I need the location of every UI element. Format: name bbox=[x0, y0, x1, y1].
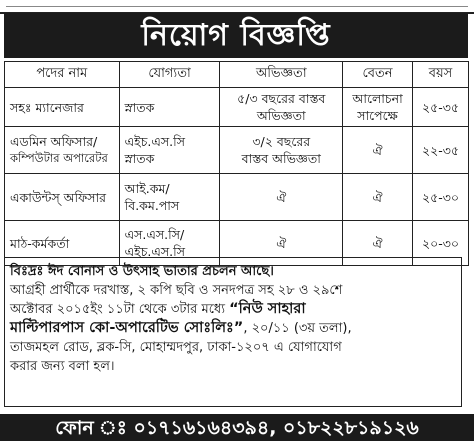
cell-salary bbox=[343, 127, 413, 174]
cell-age: ২৫-৩৫ bbox=[413, 88, 469, 127]
cell-line: একাউন্টস্ অফিসার bbox=[10, 189, 106, 205]
cell-line: ঐ bbox=[276, 189, 287, 205]
cell-line: এডমিন অফিসার/ bbox=[10, 134, 98, 149]
cell-salary bbox=[343, 88, 413, 127]
cell-line: সহঃ ম্যানেজার bbox=[10, 99, 84, 115]
cell-line: ঐ bbox=[276, 235, 287, 251]
table-header-row bbox=[5, 62, 469, 88]
special-note: বিঃদ্রঃ ঈদ বোনাস ও উৎসাহ ভাতার প্রচলন আছে। bbox=[10, 264, 274, 279]
cell-line: বাস্তব অভিজ্ঞতা bbox=[241, 151, 321, 166]
page-title: নিয়োগ বিজ্ঞপ্তি bbox=[4, 13, 468, 58]
job-table bbox=[4, 61, 469, 266]
cell-line: ঐ bbox=[372, 189, 383, 205]
cell-line: আলোচনা bbox=[352, 91, 403, 106]
cell-post bbox=[5, 88, 120, 127]
cell-experience bbox=[220, 88, 343, 127]
header-post: পদের নাম bbox=[5, 62, 120, 88]
cell-line: ৩/২ বছরের bbox=[252, 134, 311, 149]
cell-age: ২৫-৩০ bbox=[413, 174, 469, 221]
notice-line: আগ্রহী প্রার্থীকে দরখাস্ত, ২ কপি ছবি ও সনদপত্র সহ ২৮ ও ২৯শে bbox=[10, 283, 343, 298]
cell-age: ২০-৩০ bbox=[413, 221, 469, 266]
cell-line: মাঠ-কর্মকর্তা bbox=[10, 235, 70, 251]
table-row bbox=[5, 127, 469, 174]
notice-line bbox=[10, 300, 456, 319]
notice-line: তাজমহল রোড, ব্লক-সি, মোহাম্মদপুর, ঢাকা-১২০৭ এ যোগাযোগ bbox=[10, 340, 342, 355]
cell-line: ৫/৩ বছরের বাস্তব bbox=[237, 91, 326, 106]
organization-name: মাল্টিপারপাস কো-অপারেটিভ সোঃলিঃ” bbox=[10, 320, 244, 336]
cell-line: অভিজ্ঞতা bbox=[256, 108, 306, 123]
header-salary: বেতন bbox=[343, 62, 413, 88]
cell-post bbox=[5, 127, 120, 174]
cell-line: ঐ bbox=[372, 235, 383, 251]
cell-line: স্নাতক bbox=[124, 151, 155, 166]
notice-line bbox=[10, 319, 456, 338]
cell-line: কম্পিউটার অপারেটর bbox=[10, 151, 108, 165]
cell-line: এস.এস.সি/ bbox=[124, 227, 185, 242]
cell-experience bbox=[220, 127, 343, 174]
cell-qualification bbox=[119, 127, 220, 174]
cell-age: ২২-৩৫ bbox=[413, 127, 469, 174]
header-qualification: যোগ্যতা bbox=[119, 62, 220, 88]
clipped-text-strip bbox=[6, 0, 468, 7]
cell-line: এইচ.এস.সি bbox=[124, 244, 185, 259]
header-experience: অভিজ্ঞতা bbox=[220, 62, 343, 88]
table-row bbox=[5, 174, 469, 221]
cell-line: সাপেক্ষে bbox=[357, 108, 398, 123]
cell-line: স্নাতক bbox=[124, 99, 155, 115]
cell-qualification bbox=[119, 88, 220, 127]
cell-line: ঐ bbox=[372, 142, 383, 158]
organization-name: “নিউ সাহারা bbox=[229, 301, 306, 317]
notice-text: , ২০/১১ (৩য় তলা), bbox=[243, 321, 352, 336]
cell-experience bbox=[220, 174, 343, 221]
notice-text: অক্টোবর ২০১৫ইং ১১টা থেকে ৩টার মধ্যে bbox=[10, 302, 230, 317]
cell-line: আই.কম/ bbox=[124, 181, 170, 196]
top-clipped-strip bbox=[0, 0, 474, 14]
cell-post bbox=[5, 174, 120, 221]
cell-line: বি.কম.পাস bbox=[124, 198, 180, 213]
header-age: বয়স bbox=[413, 62, 469, 88]
notice-line: করার জন্য বলা হল। bbox=[10, 359, 115, 374]
phone-banner: ফোন ঃ ০১৭১৬১৬৪৩৯৪, ০১৮২২৮১৯১২৬ bbox=[0, 414, 474, 441]
cell-salary bbox=[343, 174, 413, 221]
notice-box bbox=[4, 257, 462, 407]
table-row bbox=[5, 88, 469, 127]
cell-qualification bbox=[119, 174, 220, 221]
cell-line: এইচ.এস.সি bbox=[124, 134, 185, 149]
